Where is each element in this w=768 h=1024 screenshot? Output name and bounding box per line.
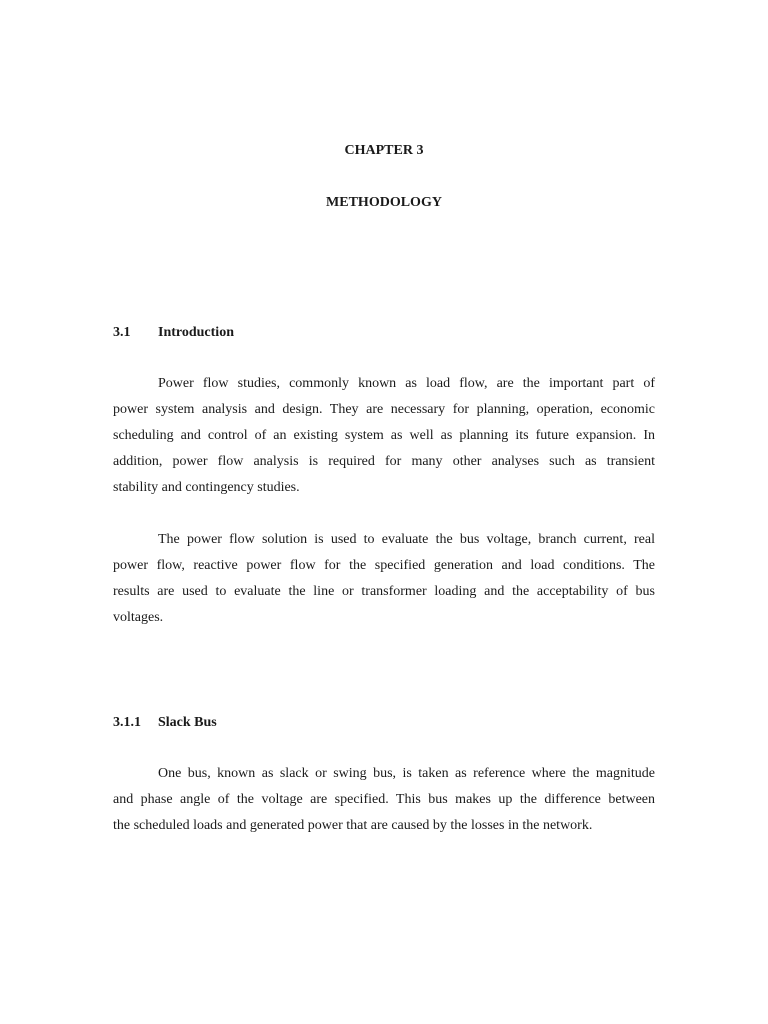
text-line: voltages.	[113, 610, 164, 625]
text-line: the scheduled loads and generated power that are caused by the losses in the network.	[113, 818, 593, 833]
text-line: Power flow studies, commonly known as load flow, are the important part of	[158, 376, 655, 391]
paragraph-intro-1	[113, 371, 655, 501]
section-number: 3.1	[113, 325, 131, 340]
text-line: The power flow solution is used to evaluate the bus voltage, branch current, real	[158, 532, 655, 547]
section-heading-3-1-1	[113, 714, 217, 732]
text-line: One bus, known as slack or swing bus, is taken as reference where the magnitude	[158, 766, 655, 781]
paragraph-slack-bus	[113, 761, 655, 839]
text-line: power system analysis and design. They are necessary for planning, operation, economic	[113, 402, 655, 417]
chapter-number: CHAPTER 3	[344, 143, 424, 158]
text-line: results are used to evaluate the line or transformer loading and the acceptability of bus	[113, 584, 655, 599]
text-line: addition, power flow analysis is required for many other analyses such as transient	[113, 454, 655, 469]
text-line: stability and contingency studies.	[113, 480, 300, 495]
section-title: Slack Bus	[158, 715, 217, 730]
section-heading-3-1	[113, 324, 234, 342]
section-title: Introduction	[158, 325, 234, 340]
text-line: scheduling and control of an existing system as well as planning its future expansion. In	[113, 428, 655, 443]
text-line: and phase angle of the voltage are specified. This bus makes up the difference between	[113, 792, 655, 807]
text-line: power flow, reactive power flow for the specified generation and load conditions. The	[113, 558, 655, 573]
paragraph-intro-2	[113, 527, 655, 631]
section-number: 3.1.1	[113, 715, 141, 730]
chapter-title: METHODOLOGY	[326, 195, 442, 210]
